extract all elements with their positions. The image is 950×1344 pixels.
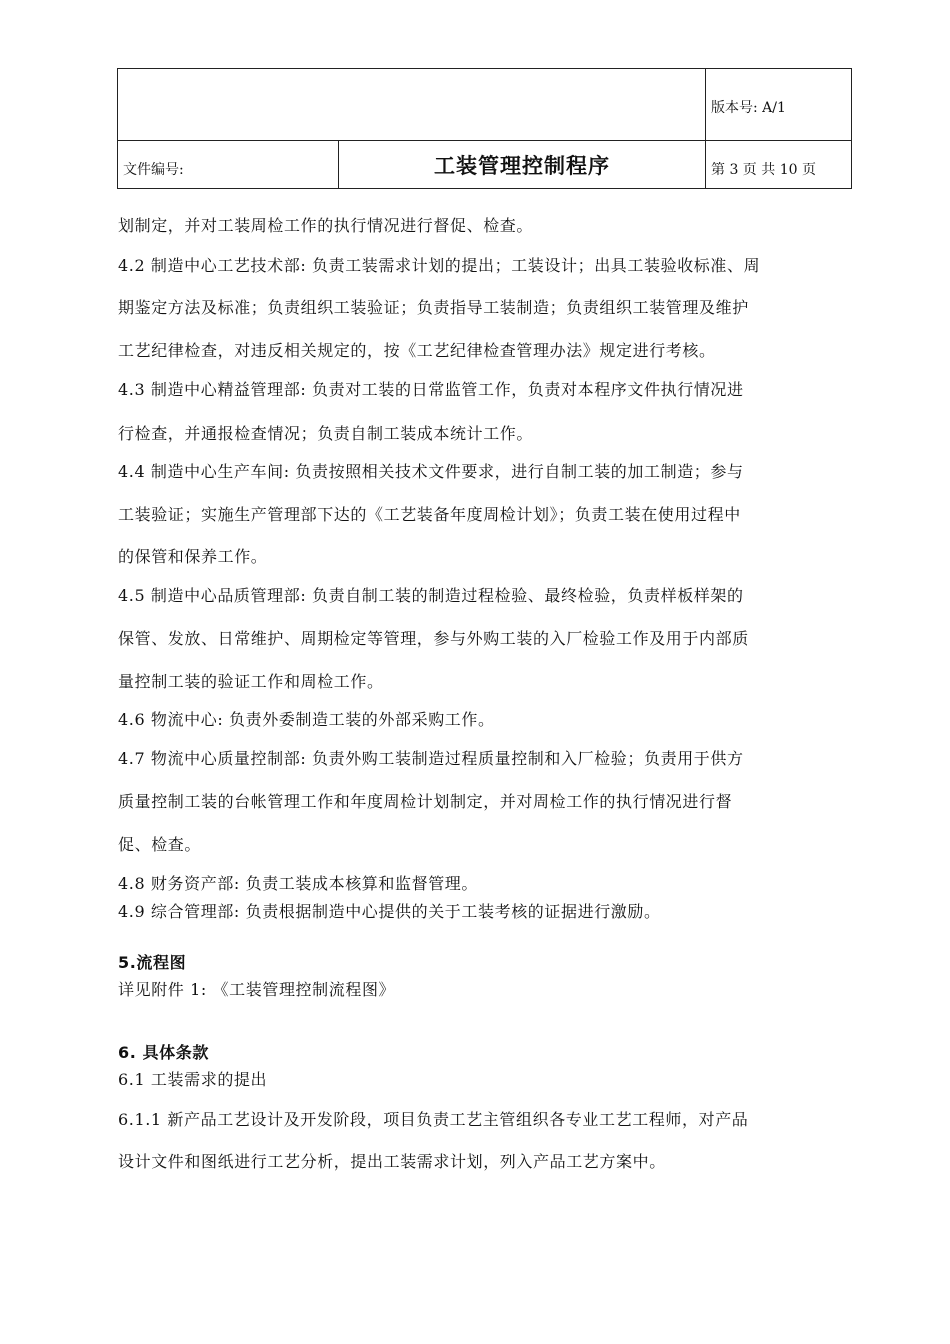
body-line: 工艺纪律检查，对违反相关规定的，按《工艺纪律检查管理办法》规定进行考核。 bbox=[118, 341, 716, 360]
body-line: 4.8 财务资产部: 负责工装成本核算和监督管理。 bbox=[118, 874, 479, 893]
body-line: 4.7 物流中心质量控制部: 负责外购工装制造过程质量控制和入厂检验；负责用于供方 bbox=[118, 749, 744, 768]
document-header-table bbox=[117, 68, 852, 189]
body-line: 4.3 制造中心精益管理部: 负责对工装的日常监管工作，负责对本程序文件执行情况进 bbox=[118, 380, 744, 399]
body-line: 4.6 物流中心: 负责外委制造工装的外部采购工作。 bbox=[118, 710, 495, 729]
body-line: 4.2 制造中心工艺技术部: 负责工装需求计划的提出；工装设计；出具工装验收标准、周 bbox=[118, 256, 761, 275]
body-line: 的保管和保养工作。 bbox=[118, 547, 268, 566]
body-line: 保管、发放、日常维护、周期检定等管理，参与外购工装的入厂检验工作及用于内部质 bbox=[118, 629, 749, 648]
body-line: 质量控制工装的台帐管理工作和年度周检计划制定，并对周检工作的执行情况进行督 bbox=[118, 792, 733, 811]
body-line: 6.1.1 新产品工艺设计及开发阶段，项目负责工艺主管组织各专业工艺工程师，对产品 bbox=[118, 1110, 749, 1129]
body-line: 期鉴定方法及标准；负责组织工装验证；负责指导工装制造；负责组织工装管理及维护 bbox=[118, 298, 749, 317]
subsection-heading: 6.1 工装需求的提出 bbox=[118, 1070, 268, 1089]
body-line: 设计文件和图纸进行工艺分析，提出工装需求计划，列入产品工艺方案中。 bbox=[118, 1152, 666, 1171]
file-number-label: 文件编号: bbox=[123, 162, 184, 178]
body-line: 行检查，并通报检查情况；负责自制工装成本统计工作。 bbox=[118, 424, 534, 443]
body-line: 量控制工装的验证工作和周检工作。 bbox=[118, 672, 384, 691]
section-heading: 6. 具体条款 bbox=[118, 1043, 209, 1062]
body-line: 4.9 综合管理部: 负责根据制造中心提供的关于工装考核的证据进行激励。 bbox=[118, 902, 661, 921]
body-line: 4.5 制造中心品质管理部: 负责自制工装的制造过程检验、最终检验，负责样板样架的 bbox=[118, 586, 744, 605]
body-line: 划制定，并对工装周检工作的执行情况进行督促、检查。 bbox=[118, 216, 534, 235]
document-title: 工装管理控制程序 bbox=[434, 154, 610, 178]
body-line: 详见附件 1: 《工装管理控制流程图》 bbox=[118, 980, 396, 999]
version-number: 版本号: A/1 bbox=[711, 100, 786, 116]
section-heading: 5.流程图 bbox=[118, 953, 187, 972]
body-line: 促、检查。 bbox=[118, 835, 202, 854]
body-line: 工装验证；实施生产管理部下达的《工艺装备年度周检计划》；负责工装在使用过程中 bbox=[118, 505, 741, 524]
page-number: 第 3 页 共 10 页 bbox=[711, 162, 816, 178]
header-divider bbox=[705, 69, 706, 188]
body-line: 4.4 制造中心生产车间: 负责按照相关技术文件要求，进行自制工装的加工制造；参与 bbox=[118, 462, 744, 481]
